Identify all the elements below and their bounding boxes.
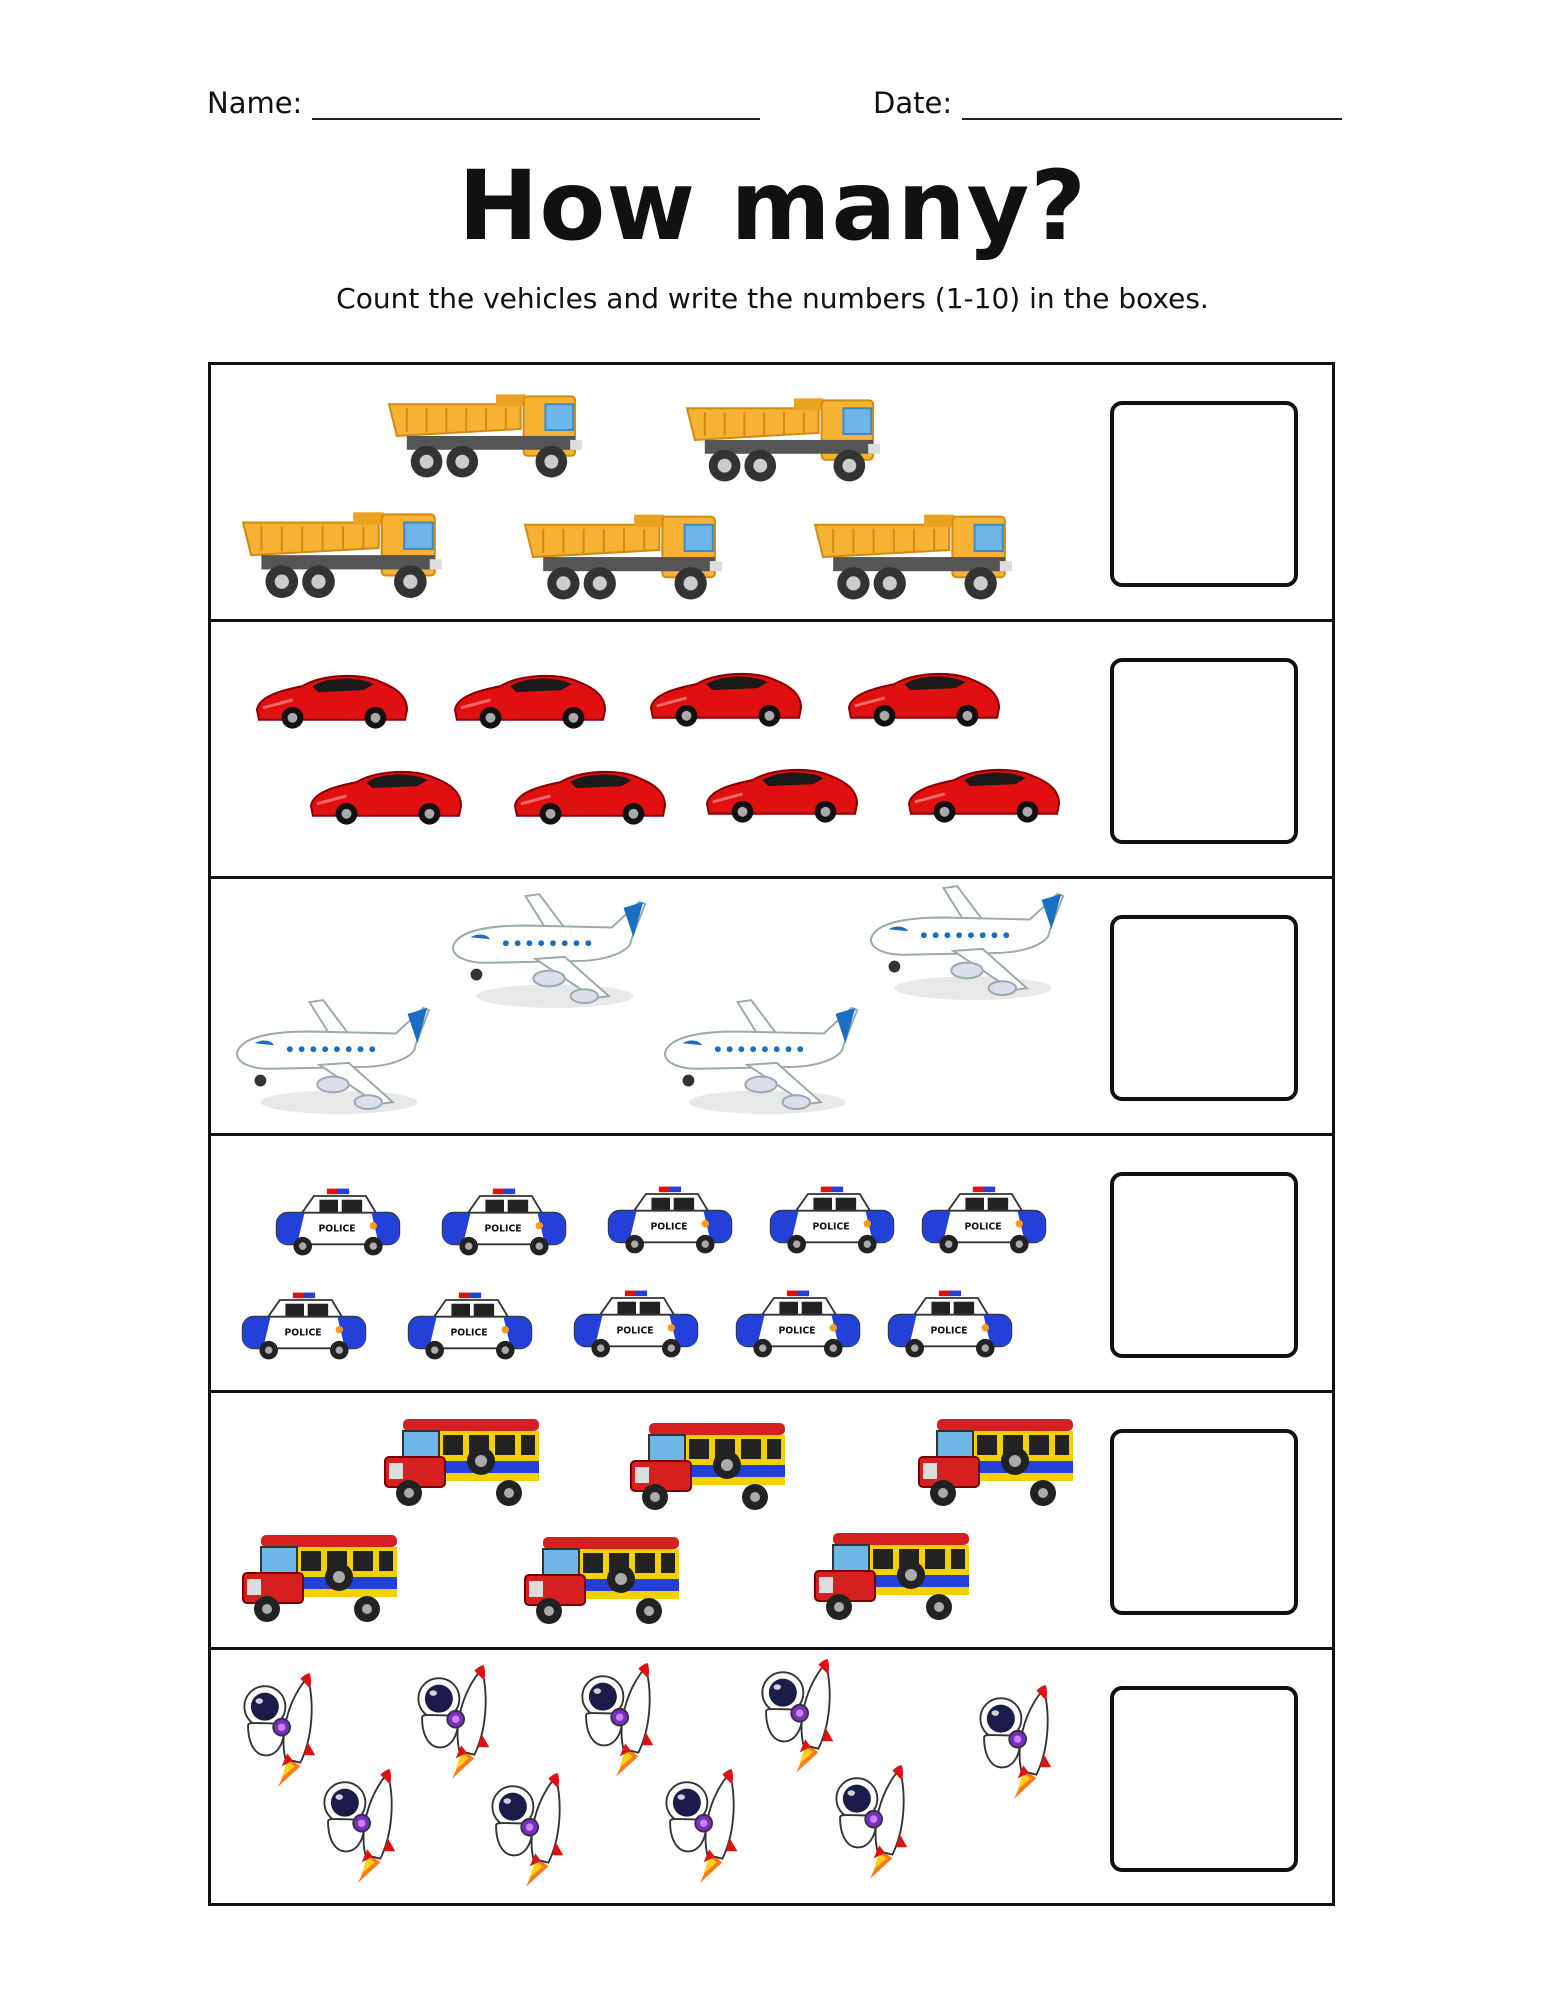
jeepney-icon (381, 1413, 541, 1513)
astronaut-rocket-icon (971, 1680, 1055, 1804)
astronaut-rocket-icon (657, 1764, 741, 1888)
date-field[interactable] (873, 86, 1342, 120)
jeepney-icon (811, 1527, 971, 1627)
jeepney-icon (239, 1529, 399, 1629)
sports-car-icon (451, 666, 609, 730)
row-police-cars (211, 1136, 1332, 1393)
astronaut-rocket-icon (573, 1658, 657, 1782)
sports-car-icon (845, 664, 1003, 728)
jeepney-icon (521, 1531, 681, 1631)
jeepney-icon (915, 1413, 1075, 1513)
name-field[interactable] (207, 86, 760, 120)
name-line[interactable] (312, 90, 760, 120)
instructions-text: Count the vehicles and write the numbers (1-10) in the boxes. (336, 282, 1209, 315)
name-label: Name: (207, 86, 303, 120)
sports-car-icon (253, 666, 411, 730)
police-car-icon (885, 1288, 1015, 1360)
astronaut-rocket-icon (409, 1660, 493, 1784)
answer-box[interactable] (1110, 1172, 1298, 1358)
airplane-icon (659, 993, 865, 1123)
police-car-icon (767, 1184, 897, 1256)
counting-grid (208, 362, 1335, 1906)
police-car-icon (439, 1186, 569, 1258)
row-airplanes (211, 879, 1332, 1136)
dump-truck-icon (523, 493, 725, 607)
dump-truck-icon (685, 377, 883, 489)
row-jeepneys (211, 1393, 1332, 1650)
police-car-icon (571, 1288, 701, 1360)
page-title: How many? (458, 150, 1087, 262)
police-car-icon (605, 1184, 735, 1256)
astronaut-rocket-icon (235, 1668, 319, 1792)
astronaut-rocket-icon (753, 1654, 837, 1778)
airplane-icon (447, 887, 653, 1017)
astronaut-rocket-icon (827, 1760, 911, 1884)
airplane-icon (231, 993, 437, 1123)
date-line[interactable] (962, 90, 1342, 120)
sports-car-icon (511, 762, 669, 826)
row-sports-cars (211, 622, 1332, 879)
dump-truck-icon (387, 373, 585, 485)
astronaut-rocket-icon (483, 1768, 567, 1892)
answer-box[interactable] (1110, 915, 1298, 1101)
date-label: Date: (873, 86, 953, 120)
jeepney-icon (627, 1417, 787, 1517)
row-astronaut-rockets (211, 1650, 1332, 1903)
answer-box[interactable] (1110, 1686, 1298, 1872)
answer-box[interactable] (1110, 658, 1298, 844)
dump-truck-icon (241, 491, 445, 605)
answer-box[interactable] (1110, 1429, 1298, 1615)
police-car-icon (239, 1290, 369, 1362)
dump-truck-icon (813, 493, 1015, 607)
police-car-icon (273, 1186, 403, 1258)
police-car-icon (405, 1290, 535, 1362)
astronaut-rocket-icon (315, 1764, 399, 1888)
row-dump-trucks (211, 365, 1332, 622)
police-car-icon (733, 1288, 863, 1360)
sports-car-icon (905, 760, 1063, 824)
sports-car-icon (647, 664, 805, 728)
sports-car-icon (703, 760, 861, 824)
airplane-icon (865, 879, 1071, 1009)
sports-car-icon (307, 762, 465, 826)
answer-box[interactable] (1110, 401, 1298, 587)
police-car-icon (919, 1184, 1049, 1256)
